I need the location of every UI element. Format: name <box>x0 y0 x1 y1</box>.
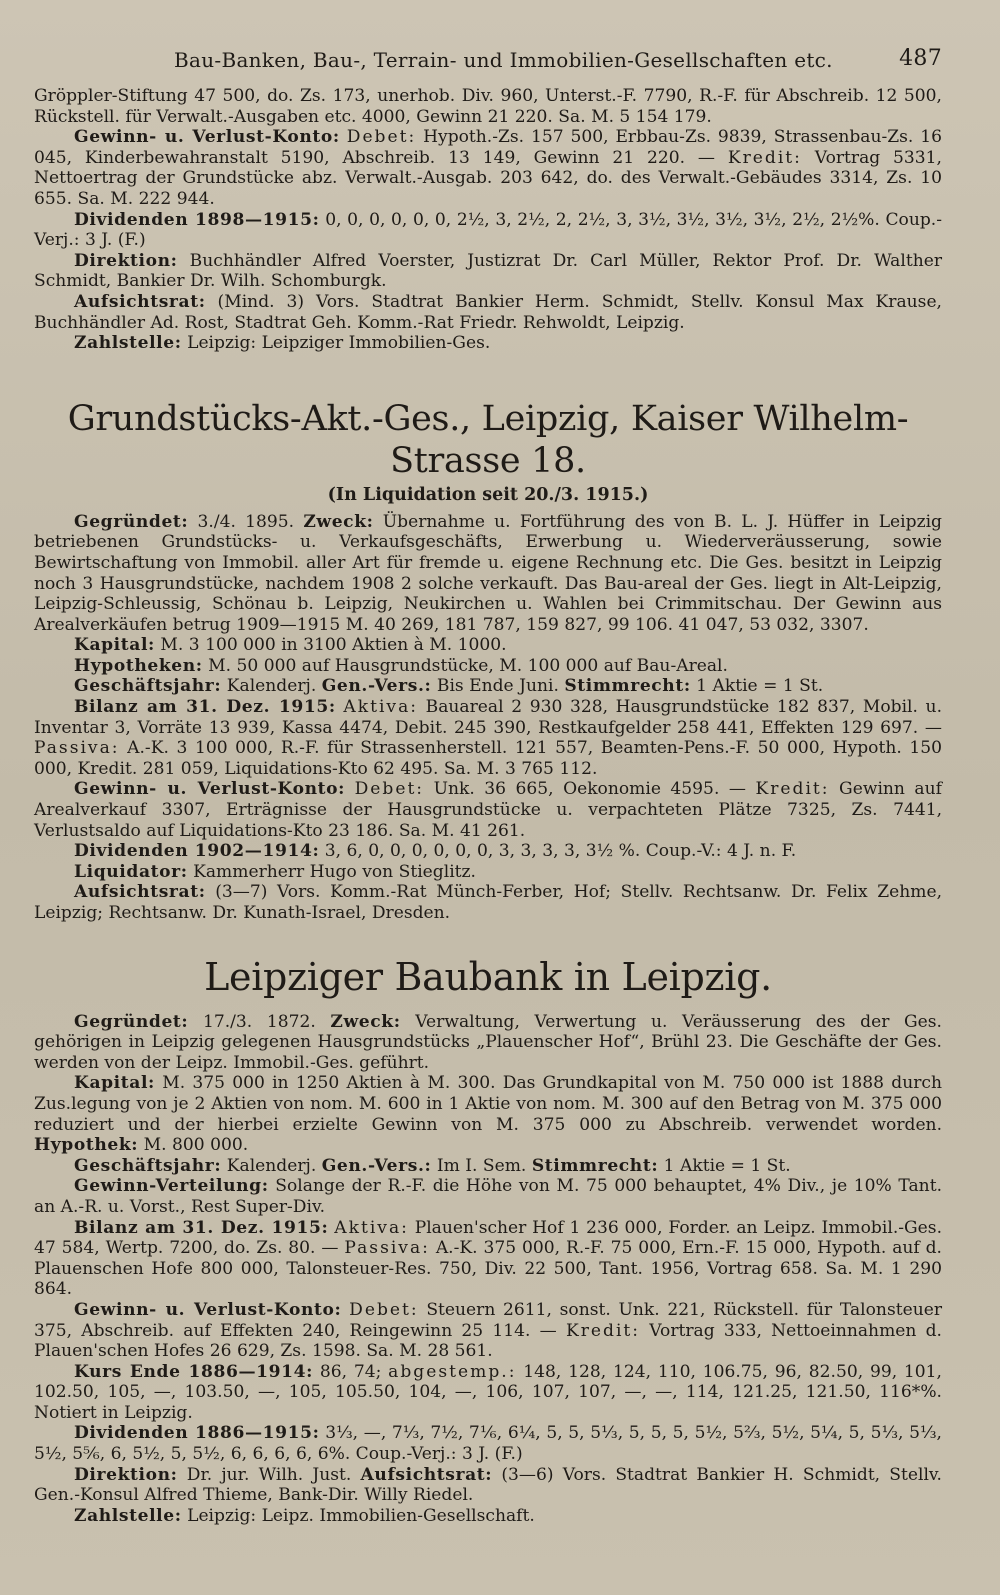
capital <box>34 1073 942 1155</box>
balance-continuation <box>34 86 942 127</box>
text: Kalenderj. <box>221 676 322 697</box>
field-label: Zweck: <box>303 511 374 532</box>
field-label: Hypothek: <box>34 1135 139 1156</box>
text: Kammerherr Hugo von Stieglitz. <box>187 861 476 882</box>
text: 17./3. 1872. <box>188 1011 331 1032</box>
text: Im I. Sem. <box>431 1155 532 1176</box>
field-label: Stimmrecht: <box>531 1155 659 1176</box>
share-price <box>34 1362 942 1424</box>
field-label: Dividenden 1886—1915: <box>74 1423 320 1444</box>
debet-label: Debet: <box>349 1299 419 1320</box>
profit-loss-account <box>34 1300 942 1362</box>
supervisory-board <box>34 292 942 333</box>
text: Buchhändler Alfred Voerster, Justizrat Dr. Carl Müller, Rektor Prof. Dr. Walther Schmidt, Bankier Dr. Wilh. Schomburgk. <box>34 250 942 292</box>
text: (3—6) Vors. Stadtrat Bankier H. Schmidt, Stellv. Gen.-Konsul Alfred Thieme, Bank-Dir. Willy Riedel. <box>34 1464 942 1506</box>
debet-label: Debet: <box>346 127 417 148</box>
text <box>345 779 355 799</box>
field-label: Dividenden 1898—1915: <box>74 209 320 230</box>
text: A.-K. 3 100 000, R.-F. für Strassenherstell. 121 557, Beamten-Pens.-F. 50 000, Hypoth. 150 000, Kredit. 281 059, Liquidations-Kto 62 495. Sa. M. 3 765 112. <box>34 738 942 779</box>
aktiva-label: Aktiva: <box>343 697 419 718</box>
fiscal-year <box>34 676 942 697</box>
supervisory-board <box>34 882 942 923</box>
text: Gröppler-Stiftung 47 500, do. Zs. 173, unerhob. Div. 960, Unterst.-F. 7790, R.-F. für Abschreib. 12 500, Rückstell. für Verwalt.-Ausgaben etc. 4000, Gewinn 21 220. Sa. M. 5 154 179. <box>34 86 942 127</box>
field-label: Bilanz am 31. Dez. 1915: <box>74 697 336 718</box>
text: Übernahme u. Fortführung des von B. L. J. Hüffer in Leipzig betriebenen Grundstücks- u. Verkaufsgeschäfts, Erwerbung u. Wiederveräusserung, sowie Bewirtschaftung von Immobil. aller Art für fremde u. eigene Rechnung etc. Die Ges. besitzt in Leipzig noch 3 Hausgrundstücke, nachdem 1908 2 solche verkauft. Das Bau-areal der Ges. liegt in Alt-Leipzig, Leipzig-Schleussig, Schönau b. Leipzig, Neukirchen u. Wahlen bei Crimmitschau. Der Gewinn aus Arealverkäufen betrug 1909—1915 M. 40 269, 181 787, 159 827, 99 106. 41 047, 53 032, 3307. <box>34 511 942 635</box>
field-label: Stimmrecht: <box>564 676 691 697</box>
field-label: Dividenden 1902—1914: <box>74 841 320 862</box>
kredit-label: Kredit: <box>565 1320 641 1341</box>
text: 148, 128, 124, 110, 106.75, 96, 82.50, 99, 101, 102.50, 105, —, 103.50, —, 105, 105.50, 104, —, 106, 107, 107, —, —, 114, 121.25, 121.50, 116*%. Notiert in Leipzig. <box>34 1361 942 1423</box>
text: Steuern 2611, sonst. Unk. 221, Rückstell. für Talonsteuer 375, Abschreib. auf Effekten 240, Reingewinn 25 114. — <box>34 1299 942 1341</box>
text: Bauareal 2 930 328, Hausgrundstücke 182 837, Mobil. u. Inventar 3, Vorräte 13 939, Kassa 4474, Debit. 245 390, Restkaufgelder 258 441, Effekten 129 697. — <box>34 697 943 738</box>
text: M. 375 000 in 1250 Aktien à M. 300. Das Grundkapital von M. 750 000 ist 1888 durch Zus.legung von je 2 Aktien von nom. M. 600 in 1 Aktie von nom. M. 300 auf den Betrag von M. 375 000 reduziert und der hierbei erzielte Gewinn von M. 375 000 zu Abschreib. verwendet worden. <box>34 1073 942 1135</box>
text: 3⅓, —, 7⅓, 7½, 7⅙, 6¼, 5, 5, 5⅓, 5, 5, 5, 5½, 5⅔, 5½, 5¼, 5, 5⅓, 5⅓, 5½, 5⅚, 6, 5½, 5, 5½, 6, 6, 6, 6, 6%. Coup.-Verj.: 3 J. (F.) <box>34 1423 942 1465</box>
text <box>340 127 347 147</box>
field-label: Aufsichtsrat: <box>74 291 206 312</box>
text: Vortrag 5331, Nettoertrag der Grundstücke abz. Verwalt.-Ausgab. 203 642, do. des Verwalt.-Gebäudes 3314, Zs. 10 655. Sa. M. 222 944. <box>34 147 942 209</box>
text: Vortrag 333, Nettoeinnahmen d. Plauen'schen Hofes 26 629, Zs. 1598. Sa. M. 28 561. <box>34 1320 942 1362</box>
text <box>341 1300 349 1320</box>
field-label: Zweck: <box>330 1011 401 1032</box>
text: 3./4. 1895. <box>188 511 304 532</box>
text: A.-K. 375 000, R.-F. 75 000, Ern.-F. 15 000, Hypoth. auf d. Plauenschen Hofe 800 000, Talonsteuer-Res. 750, Div. 22 500, Tant. 1956, Vortrag 658. Sa. M. 1 290 864. <box>34 1238 942 1300</box>
field-label: Zahlstelle: <box>74 333 182 354</box>
text: Hypoth.-Zs. 157 500, Erbbau-Zs. 9839, Strassenbau-Zs. 16 045, Kinderbewahranstalt 5190, Abschreib. 13 149, Gewinn 21 220. — <box>34 127 942 168</box>
text: M. 50 000 auf Hausgrundstücke, M. 100 000 auf Bau-Areal. <box>202 655 728 676</box>
passiva-label: Passiva: <box>34 738 120 759</box>
field-label: Hypotheken: <box>74 655 203 676</box>
text: Verwaltung, Verwertung u. Veräusserung des der Ges. gehörigen in Leipzig gelegenen Hausgrundstücks „Plauenscher Hof“, Brühl 23. Die Geschäfte der Ges. werden von der Leipz. Immobil.-Ges. geführt. <box>34 1011 942 1073</box>
company-title: Leipziger Baubank in Leipzig. <box>204 954 772 999</box>
text: Leipzig: Leipziger Immobilien-Ges. <box>181 333 491 354</box>
board-direction <box>34 1465 942 1506</box>
section-continuation <box>34 86 942 354</box>
field-label: Kapital: <box>74 1073 155 1094</box>
text: 1 Aktie = 1 St. <box>658 1155 791 1176</box>
text: (3—7) Vors. Komm.-Rat Münch-Ferber, Hof; Stellv. Rechtsanw. Dr. Felix Zehme, Leipzig; Rechtsanw. Dr. Kunath-Israel, Dresden. <box>34 882 942 923</box>
field-label: Direktion: <box>74 1464 178 1485</box>
text: M. 800 000. <box>138 1135 249 1156</box>
paying-agent <box>34 333 942 354</box>
debet-label: Debet: <box>354 779 425 800</box>
field-label: Geschäftsjahr: <box>74 676 222 697</box>
field-label: Aufsichtsrat: <box>360 1464 493 1485</box>
profit-loss-account <box>34 779 942 841</box>
text: Leipzig: Leipz. Immobilien-Gesellschaft. <box>181 1505 535 1526</box>
field-label: Aufsichtsrat: <box>74 882 206 903</box>
text: M. 3 100 000 in 3100 Aktien à M. 1000. <box>154 635 507 656</box>
field-label: Gewinn- u. Verlust-Konto: <box>74 779 346 800</box>
capital <box>34 635 942 656</box>
liquidator <box>34 862 942 883</box>
mortgages <box>34 656 942 677</box>
field-label: Gegründet: <box>74 511 189 532</box>
field-label: Direktion: <box>74 250 178 271</box>
text: (Mind. 3) Vors. Stadtrat Bankier Herm. Schmidt, Stellv. Konsul Max Krause, Buchhändler Ad. Rost, Stadtrat Geh. Komm.-Rat Friedr. Rehwoldt, Leipzig. <box>34 291 942 333</box>
running-head <box>34 40 942 76</box>
balance-sheet <box>34 697 942 779</box>
text: 1 Aktie = 1 St. <box>690 676 824 697</box>
abgestempelt-label: abgestemp.: <box>388 1361 517 1382</box>
fiscal-year <box>34 1156 942 1177</box>
text: Plauen'scher Hof 1 236 000, Forder. an Leipz. Immobil.-Ges. 47 584, Wertp. 7200, do. Zs. 80. — <box>34 1217 942 1259</box>
founded-purpose <box>34 1012 942 1074</box>
field-label: Gegründet: <box>74 1011 189 1032</box>
field-label: Kapital: <box>74 635 155 656</box>
paying-agent <box>34 1506 942 1527</box>
field-label: Gen.-Vers.: <box>321 1155 432 1176</box>
text: 0, 0, 0, 0, 0, 0, 2½, 3, 2½, 2, 2½, 3, 3½, 3½, 3½, 3½, 2½, 2½%. Coup.-Verj.: 3 J. (F.) <box>34 209 942 251</box>
page-number: 487 <box>899 46 942 71</box>
liquidation-note: (In Liquidation seit 20./3. 1915.) <box>327 484 649 505</box>
text: 3, 6, 0, 0, 0, 0, 0, 0, 3, 3, 3, 3, 3½ %. Coup.-V.: 4 J. n. F. <box>319 841 797 862</box>
text: 86, 74; <box>313 1361 389 1382</box>
dividends <box>34 1423 942 1464</box>
field-label: Gen.-Vers.: <box>321 676 432 697</box>
field-label: Liquidator: <box>74 861 188 882</box>
field-label: Kurs Ende 1886—1914: <box>74 1361 314 1382</box>
passiva-label: Passiva: <box>344 1238 430 1259</box>
field-label: Zahlstelle: <box>74 1505 182 1526</box>
text: Unk. 36 665, Oekonomie 4595. — <box>424 779 756 800</box>
dividends <box>34 841 942 862</box>
field-label: Gewinn-Verteilung: <box>74 1176 269 1197</box>
profit-loss-account <box>34 127 942 209</box>
founded-purpose <box>34 512 942 636</box>
kredit-label: Kredit: <box>727 147 802 168</box>
board-direction <box>34 251 942 292</box>
company-title: Grundstücks-Akt.-Ges., Leipzig, Kaiser Wilhelm-Strasse 18. <box>67 398 909 481</box>
text: Gewinn auf Arealverkauf 3307, Erträgnisse der Hausgrundstücke u. verpachteten Plätze 7325, Zs. 7441, Verlustsaldo auf Liquidations-Kto 23 186. Sa. M. 41 261. <box>34 779 942 841</box>
section-leipziger-baubank <box>34 956 942 1527</box>
kredit-label: Kredit: <box>755 779 830 800</box>
dividends <box>34 210 942 251</box>
text: Dr. jur. Wilh. Just. <box>177 1464 361 1485</box>
section-grundstuecks-akt-ges <box>34 398 942 924</box>
running-head-title: Bau-Banken, Bau-, Terrain- und Immobilien-Gesellschaften etc. <box>174 48 833 72</box>
field-label: Gewinn- u. Verlust-Konto: <box>74 1299 342 1320</box>
aktiva-label: Aktiva: <box>334 1217 409 1238</box>
text: Kalenderj. <box>221 1155 322 1176</box>
profit-distribution <box>34 1176 942 1217</box>
field-label: Gewinn- u. Verlust-Konto: <box>74 127 340 148</box>
field-label: Bilanz am 31. Dez. 1915: <box>74 1217 329 1238</box>
field-label: Geschäftsjahr: <box>74 1155 222 1176</box>
balance-sheet <box>34 1218 942 1300</box>
text: Solange der R.-F. die Höhe von M. 75 000 behauptet, 4% Div., je 10% Tant. an A.-R. u. Vorst., Rest Super-Div. <box>34 1176 942 1217</box>
text: Bis Ende Juni. <box>431 676 565 697</box>
